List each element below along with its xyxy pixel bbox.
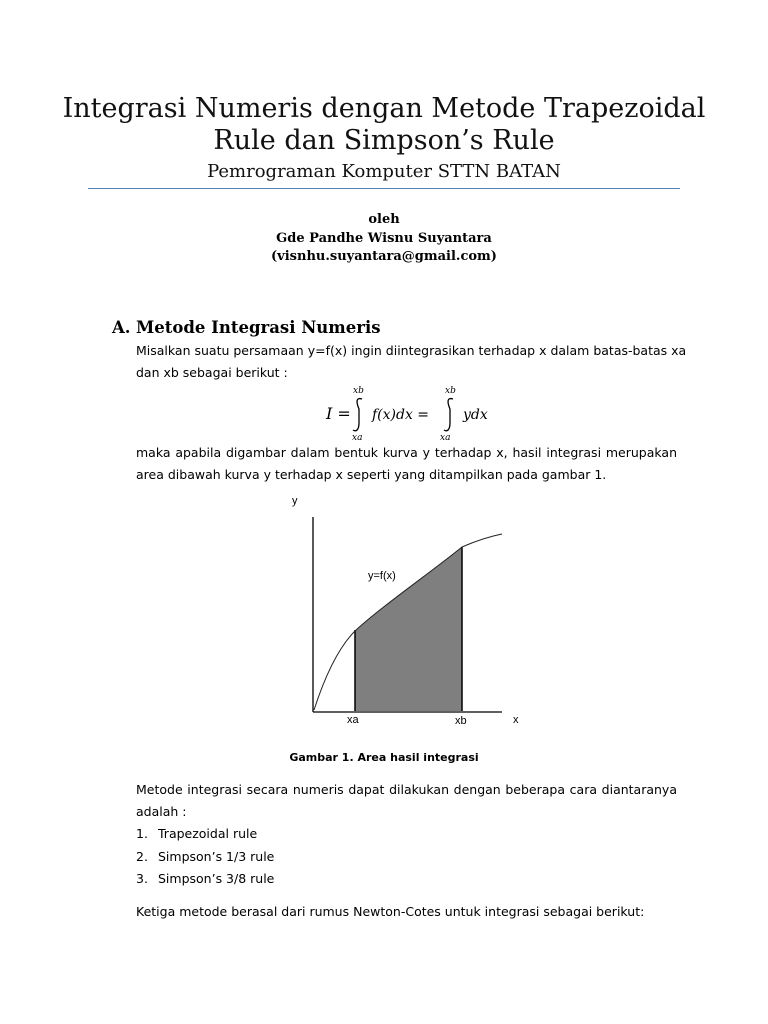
- intro-line-1: Misalkan suatu persamaan y=f(x) ingin diintegrasikan terhadap x dalam batas-batas xa: [136, 343, 687, 358]
- methods-line-1: Metode integrasi secara numeris dapat dilakukan dengan beberapa cara diantaranya: [136, 782, 677, 797]
- area-paragraph: [136, 442, 677, 486]
- author-by: oleh: [368, 212, 400, 227]
- list-item: [136, 823, 274, 846]
- xa-label: xa: [347, 714, 359, 726]
- section-title: Metode Integrasi Numeris: [136, 318, 381, 337]
- author-email: (visnhu.suyantara@gmail.com): [271, 249, 497, 264]
- title-line-1: Integrasi Numeris dengan Metode Trapezoidal: [62, 93, 706, 124]
- integral-sign-1: [353, 399, 362, 431]
- figure-caption: Gambar 1. Area hasil integrasi: [289, 751, 479, 764]
- author-block: [60, 211, 708, 267]
- list-label: Trapezoidal rule: [158, 826, 258, 841]
- list-label: Simpson’s 1/3 rule: [158, 848, 275, 864]
- curve-label: y=f(x): [368, 570, 396, 582]
- integration-area-figure: [280, 488, 540, 733]
- area-line-2: area dibawah kurva y terhadap x seperti yang ditampilkan pada gambar 1.: [136, 467, 607, 482]
- formula-integrand-2: ydx: [463, 407, 488, 423]
- methods-list: [136, 823, 274, 891]
- list-number: 3.: [136, 871, 148, 886]
- closing-line: Ketiga metode berasal dari rumus Newton-Cotes untuk integrasi sebagai berikut:: [136, 904, 645, 919]
- methods-paragraph: [136, 779, 677, 823]
- formula-lower-limit-1: xa: [352, 433, 363, 443]
- document-title: [60, 93, 708, 157]
- intro-paragraph: [136, 340, 687, 384]
- methods-line-2: adalah :: [136, 804, 187, 819]
- y-axis-label: y: [292, 495, 298, 507]
- title-line-2: Rule dan Simpson’s Rule: [213, 125, 555, 156]
- integral-formula: [0, 383, 768, 443]
- x-axis-label: x: [513, 714, 519, 726]
- title-divider: [88, 188, 680, 189]
- formula-upper-limit-2: xb: [445, 386, 456, 396]
- closing-paragraph: [136, 901, 677, 923]
- formula-upper-limit-1: xb: [353, 386, 364, 396]
- section-number: A.: [112, 318, 131, 337]
- section-a-heading: [112, 317, 381, 339]
- formula-lower-limit-2: xa: [440, 433, 451, 443]
- list-number: 1.: [136, 826, 148, 841]
- author-name: Gde Pandhe Wisnu Suyantara: [276, 230, 492, 246]
- list-item: [136, 846, 274, 869]
- document-subtitle: Pemrograman Komputer STTN BATAN: [207, 161, 561, 182]
- formula-integrand-1: f(x)dx =: [372, 407, 430, 423]
- intro-line-2: dan xb sebagai berikut :: [136, 365, 288, 380]
- xb-label: xb: [455, 715, 467, 727]
- formula-lhs: I =: [326, 404, 351, 423]
- area-line-1: maka apabila digambar dalam bentuk kurva y terhadap x, hasil integrasi merupakan: [136, 445, 677, 460]
- integral-sign-2: [444, 399, 453, 431]
- list-number: 2.: [136, 848, 148, 864]
- list-label: Simpson’s 3/8 rule: [158, 871, 275, 886]
- list-item: [136, 868, 274, 891]
